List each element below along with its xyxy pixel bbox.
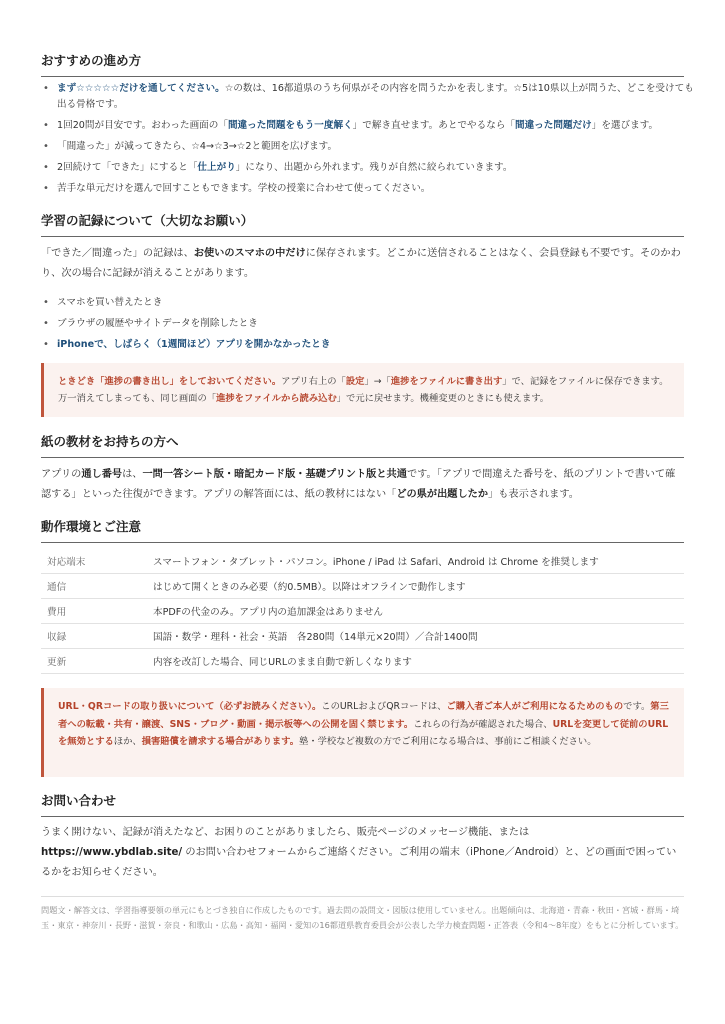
list-item: • iPhoneで、しばらく（1週間ほど）アプリを開かなかったとき xyxy=(57,337,700,353)
table-value: スマートフォン・タブレット・パソコン。iPhone / iPad は Safari、Android は Chrome を推奨します xyxy=(147,549,684,574)
footer-note: 問題文・解答文は、学習指導要領の単元にもとづき独自に作成したものです。過去問の設問文・図版は使用していません。出題傾向は、北海道・青森・秋田・宮城・群馬・埼玉・東京・神奈川・長野・滋賀・奈良・和歌山・広島・高知・福岡・愛知の16都道県教育委員会が公表した学力検査問題・正答表（令和4～8年度）をもとに分析しています。 xyxy=(41,896,684,933)
table-key: 通信 xyxy=(41,574,147,599)
url-qr-notice-callout: URL・QRコードの取り扱いについて（必ずお読みください）。このURLおよびQRコードは、ご購入者ご本人がご利用になるためのものです。第三者への転載・共有・譲渡、SNS・ブログ・動画・掲示板等への公開を固く禁じます。これらの行為が確認された場合、URLを変更して従前のURLを無効とするほか、損害賠償を請求する場合があります。塾・学校など複数の方でご利用になる場合は、事前にご相談ください。 xyxy=(41,688,684,777)
table-row xyxy=(41,549,684,574)
table-key: 対応端末 xyxy=(41,549,147,574)
list-item: • 「間違った」が減ってきたら、☆4→☆3→☆2と範囲を広げます。 xyxy=(57,139,700,155)
section-title-environment: 動作環境とご注意 xyxy=(41,517,684,543)
table-row xyxy=(41,624,684,649)
table-key: 更新 xyxy=(41,649,147,674)
contact-paragraph: うまく開けない、記録が消えたなど、お困りのことがありましたら、販売ページのメッセージ機能、または https://www.ybdlab.site/ のお問い合わせフォームからご連絡ください。ご利用の端末（iPhone／Android）と、どの画面で困っているかをお知らせください。 xyxy=(41,827,677,878)
website-link[interactable]: https://www.ybdlab.site/ xyxy=(41,847,183,858)
list-item: • 苦手な単元だけを選んで回すこともできます。学校の授業に合わせて使ってください。 xyxy=(57,181,700,197)
list-item: • スマホを買い替えたとき xyxy=(57,295,700,311)
table-value: はじめて開くときのみ必要（約0.5MB）。以降はオフラインで動作します xyxy=(147,574,684,599)
table-value: 内容を改訂した場合、同じURLのまま自動で新しくなります xyxy=(147,649,684,674)
recommend-list xyxy=(41,81,700,202)
section-title-recommend: おすすめの進め方 xyxy=(41,51,684,77)
table-row xyxy=(41,574,684,599)
list-item: • まず☆☆☆☆☆だけを通してください。☆の数は、16都道県のうち何県がその内容を問うたかを表します。☆5は10県以上が問うた、どこを受けても出る骨格です。 xyxy=(57,81,700,113)
section-title-records: 学習の記録について（大切なお願い） xyxy=(41,211,684,237)
table-key: 費用 xyxy=(41,599,147,624)
paper-paragraph: アプリの通し番号は、一問一答シート版・暗記カード版・基礎プリント版と共通です。「アプリで間違えた番号を、紙のプリントで書いて確認する」といった往復ができます。アプリの解答面には、紙の教材にはない「どの県が出題したか」も表示されます。 xyxy=(41,469,676,500)
records-paragraph: 「できた／間違った」の記録は、お使いのスマホの中だけに保存されます。どこかに送信されることはなく、会員登録も不要です。そのかわり、次の場合に記録が消えることがあります。 xyxy=(41,248,681,279)
list-item: • 2回続けて「できた」にすると「仕上がり」になり、出題から外れます。残りが自然に絞られていきます。 xyxy=(57,160,700,176)
list-item: • 1回20問が目安です。おわった画面の「間違った問題をもう一度解く」で解き直せます。あとでやるなら「間違った問題だけ」を選びます。 xyxy=(57,118,700,134)
table-row xyxy=(41,649,684,674)
export-notice-callout: ときどき「進捗の書き出し」をしておいてください。アプリ右上の「設定」→「進捗をファイルに書き出す」で、記録をファイルに保存できます。 万一消えてしまっても、同じ画面の「進捗をファイルから読み込む」で元に戻せます。機種変更のときにも使えます。 xyxy=(41,363,684,417)
table-key: 収録 xyxy=(41,624,147,649)
table-value: 本PDFの代金のみ。アプリ内の追加課金はありません xyxy=(147,599,684,624)
table-value: 国語・数学・理科・社会・英語 各280問（14単元×20問）／合計1400問 xyxy=(147,624,684,649)
table-row xyxy=(41,599,684,624)
environment-table xyxy=(41,549,684,674)
section-title-contact: お問い合わせ xyxy=(41,791,684,817)
list-item: • ブラウザの履歴やサイトデータを削除したとき xyxy=(57,316,700,332)
records-list xyxy=(41,295,700,358)
section-title-paper: 紙の教材をお持ちの方へ xyxy=(41,432,684,458)
